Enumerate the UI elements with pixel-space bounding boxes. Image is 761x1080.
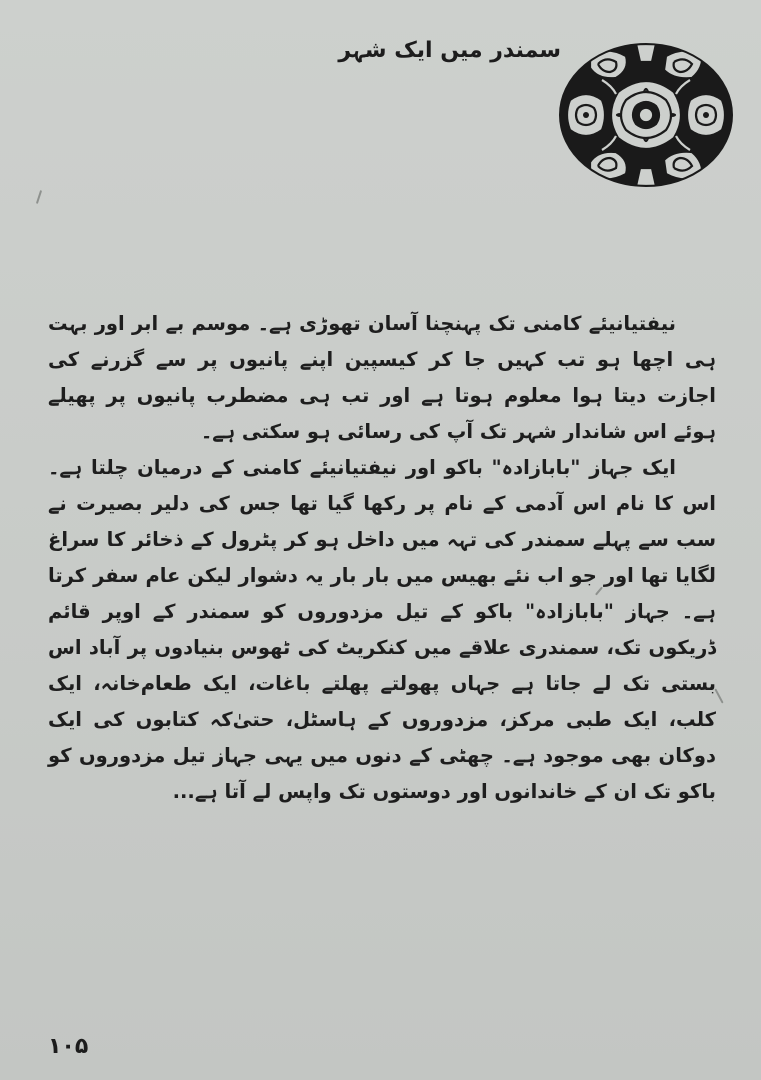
- paragraph-1: نیفتیانیئے کامنی تک پہنچنا آسان تھوڑی ہے۔ موسم بے ابر اور بہت ہی اچھا ہو تب کہیں جا کر کیسپین اپنے پانیوں پر سے گزرنے کی اجازت دیتا ہوا معلوم ہوتا ہے اور تب ہی مضطرب پانیوں پر پھیلے ہوئے اس شاندار شہر تک آپ کی رسائی ہو سکتی ہے۔: [48, 312, 716, 443]
- page-title: سمندر میں ایک شہر: [338, 38, 561, 63]
- paper-scratch-mark: [36, 190, 42, 204]
- paragraph-2: ایک جہاز "بابازادہ" باکو اور نیفتیانیئے کامنی کے درمیان چلتا ہے۔ اس کا نام اس آدمی کے نام پر رکھا گیا تھا جس کی دلیر بصیرت نے سب سے پہلے سمندر کی تہہ میں داخل ہو کر پٹرول کے ذخائر کا سراغ لگایا تھا اور جو اب نئے بھیس میں بار بار یہ دشوار لیکن عام سفر کرتا ہے۔ جہاز "بابازادہ" باکو کے تیل مزدوروں کو سمندر کے اوپر قائم ڈریکوں تک، سمندری علاقے میں کنکریٹ کی ٹھوس بنیادوں پر آباد اس بستی تک لے جاتا ہے جہاں پھولتے پھلتے باغات، ایک طعام‌خانہ، ایک کلب، ایک طبی مرکز، مزدوروں کے ہاسٹل، حتیٰ‌کہ کتابوں کی ایک دوکان بھی موجود ہے۔ چھٹی کے دنوں میں یہی جہاز تیل مزدوروں کو باکو تک ان کے خاندانوں اور دوستوں تک واپس لے آتا ہے...: [48, 456, 716, 803]
- article-body: [48, 306, 716, 810]
- ornamental-medallion-icon: [556, 40, 736, 190]
- page-number: ۱۰۵: [48, 1034, 89, 1059]
